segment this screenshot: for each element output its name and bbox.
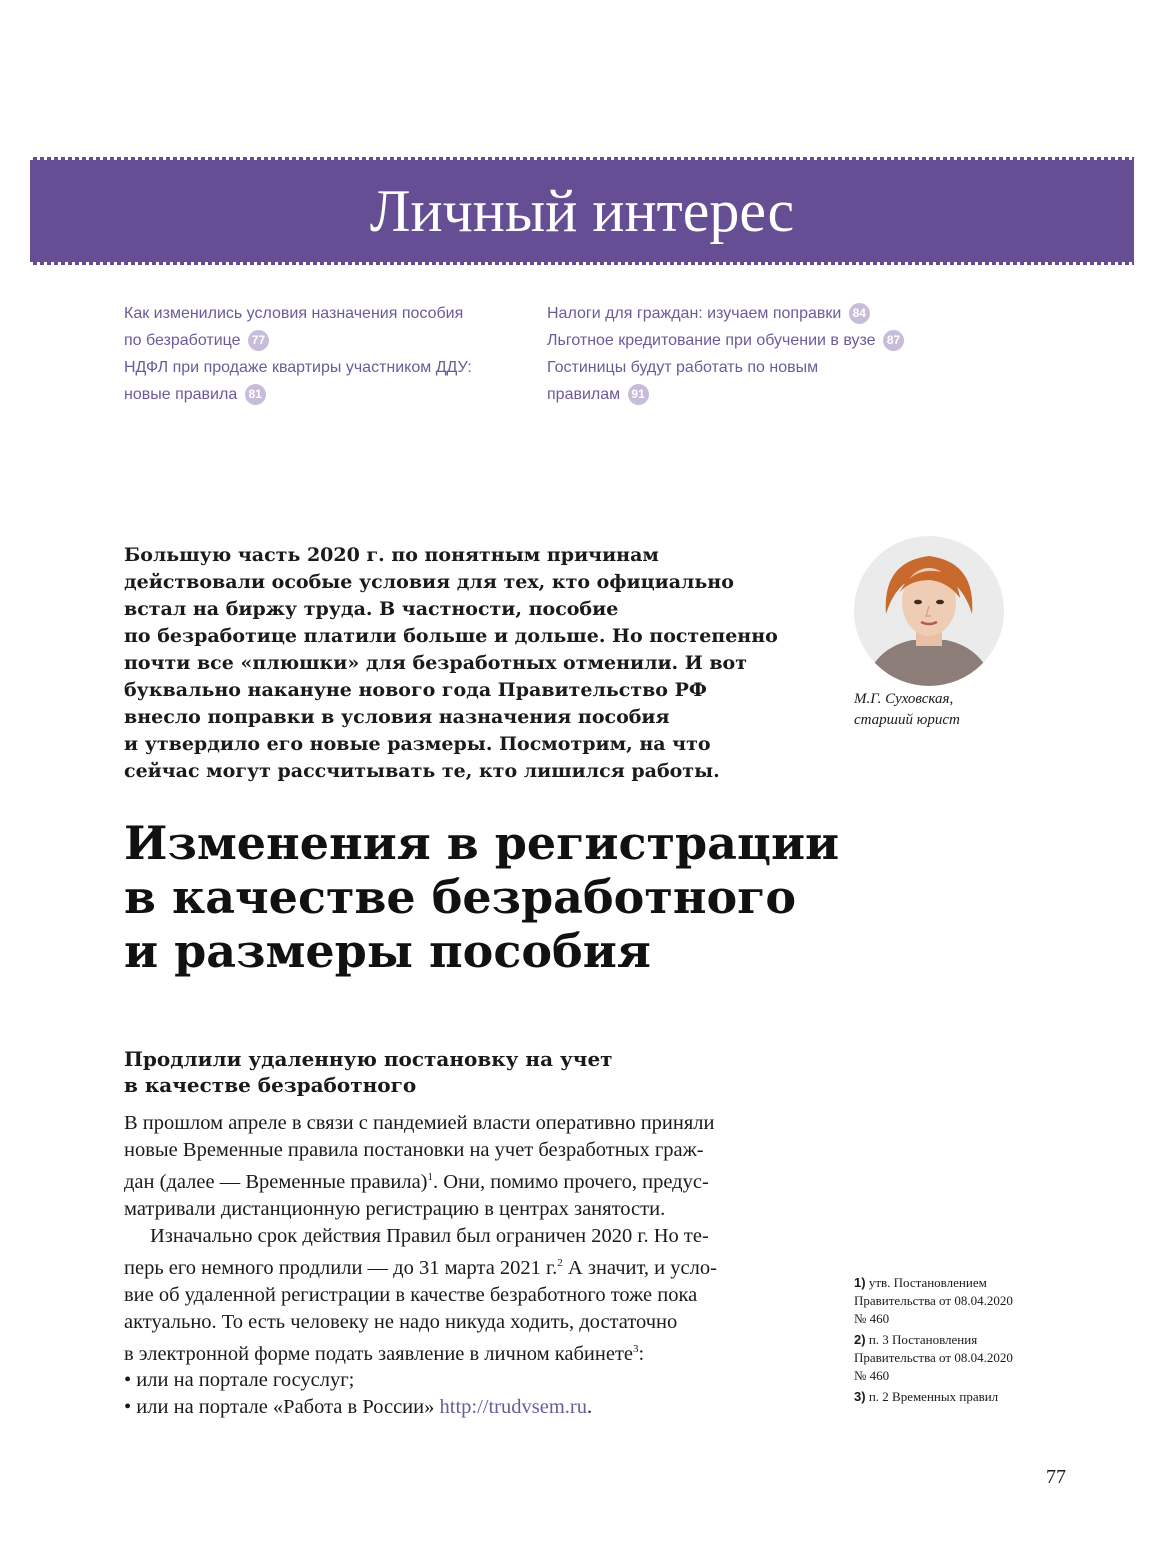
footnote-ref[interactable]: 2 bbox=[557, 1256, 563, 1269]
toc-line: Гостиницы будут работать по новым bbox=[547, 359, 819, 376]
lead-line: и утвердило его новые размеры. Посмотрим, на что bbox=[124, 733, 711, 755]
body-text: А значит, и усло- bbox=[562, 1256, 717, 1279]
body-text: : bbox=[638, 1342, 645, 1365]
body-text: перь его немного продлили — до 31 марта 2021 г. bbox=[124, 1256, 558, 1279]
author-name: М.Г. Суховская, bbox=[854, 691, 954, 707]
body-line: Изначально срок действия Правил был ограничен 2020 г. Но те- bbox=[150, 1224, 709, 1247]
body-line: новые Временные правила постановки на учет безработных граж- bbox=[124, 1139, 704, 1161]
toc-line: новые правила bbox=[124, 386, 238, 403]
body-line: матривали дистанционную регистрацию в центрах занятости. bbox=[124, 1197, 666, 1220]
lead-line: встал на биржу труда. В частности, пособие bbox=[124, 598, 619, 620]
footnote-text: утв. Постановлением bbox=[865, 1275, 987, 1290]
trudvsem-link[interactable]: http://trudvsem.ru bbox=[439, 1396, 587, 1419]
footnote-text: п. 3 Постановления bbox=[865, 1332, 978, 1347]
lead-line: действовали особые условия для тех, кто официально bbox=[124, 571, 734, 593]
page-badge: 77 bbox=[248, 330, 269, 351]
author-role: старший юрист bbox=[854, 712, 960, 728]
body-text: • или на портале «Работа в России» bbox=[124, 1396, 440, 1419]
article-body bbox=[124, 1110, 814, 1421]
body-line bbox=[124, 1164, 814, 1196]
toc-right bbox=[547, 300, 927, 408]
bullet-item: • или на портале госуслуг; bbox=[124, 1369, 355, 1392]
body-text: дан (далее — Временные правила) bbox=[124, 1170, 428, 1193]
toc-line: НДФЛ при продаже квартиры участником ДДУ: bbox=[124, 359, 472, 376]
lead-paragraph bbox=[124, 542, 814, 785]
footnote-line bbox=[854, 1331, 1074, 1349]
lead-line: внесло поправки в условия назначения пособия bbox=[124, 706, 670, 728]
toc-item-hotels[interactable] bbox=[547, 354, 927, 408]
footnote-line bbox=[854, 1274, 1074, 1292]
body-line: В прошлом апреле в связи с пандемией власти оперативно приняли bbox=[124, 1112, 715, 1134]
subhead-line: Продлили удаленную постановку на учет bbox=[124, 1047, 613, 1071]
page-badge: 84 bbox=[849, 303, 870, 324]
subhead-line: в качестве безработного bbox=[124, 1073, 417, 1097]
page-number: 77 bbox=[1046, 1466, 1066, 1488]
section-banner bbox=[30, 157, 1134, 265]
article-headline bbox=[124, 816, 884, 978]
toc-line: по безработице bbox=[124, 332, 241, 349]
page-badge: 81 bbox=[245, 384, 266, 405]
footnote bbox=[854, 1331, 1074, 1385]
body-line: вие об удаленной регистрации в качестве безработного тоже пока bbox=[124, 1283, 698, 1306]
footnote-line bbox=[854, 1388, 1074, 1406]
toc-item-unemployment[interactable] bbox=[124, 300, 504, 354]
toc-line: Налоги для граждан: изучаем поправки bbox=[547, 305, 842, 322]
footnotes bbox=[854, 1274, 1074, 1409]
bullet-item bbox=[124, 1394, 814, 1421]
toc-line: Как изменились условия назначения пособия bbox=[124, 305, 464, 322]
footnote-line: № 460 bbox=[854, 1311, 890, 1326]
footnote-number: 3) bbox=[854, 1389, 866, 1404]
page-badge: 87 bbox=[883, 330, 904, 351]
footnote-number: 2) bbox=[854, 1332, 866, 1347]
toc-left bbox=[124, 300, 504, 408]
body-text: . bbox=[586, 1396, 593, 1419]
toc-line: правилам bbox=[547, 386, 621, 403]
section-title: Личный интерес bbox=[369, 178, 795, 244]
toc-item-ndfl[interactable] bbox=[124, 354, 504, 408]
author-caption bbox=[854, 689, 1054, 731]
footnote-text: п. 2 Временных правил bbox=[865, 1389, 999, 1404]
lead-line: почти все «плюшки» для безработных отменили. И вот bbox=[124, 652, 748, 674]
author-portrait bbox=[854, 536, 1004, 686]
footnote-number: 1) bbox=[854, 1275, 866, 1290]
footnote-line: Правительства от 08.04.2020 bbox=[854, 1293, 1013, 1308]
headline-line: в качестве безработного bbox=[124, 870, 797, 924]
headline-line: и размеры пособия bbox=[124, 924, 651, 978]
body-line bbox=[124, 1250, 814, 1282]
lead-line: сейчас могут рассчитывать те, кто лишился работы. bbox=[124, 760, 720, 782]
footnote-line: № 460 bbox=[854, 1368, 890, 1383]
lead-line: буквально накануне нового года Правительство РФ bbox=[124, 679, 707, 701]
toc-item-credit[interactable] bbox=[547, 327, 927, 354]
footnote-line: Правительства от 08.04.2020 bbox=[854, 1350, 1013, 1365]
footnote-ref[interactable]: 1 bbox=[427, 1171, 433, 1183]
page-badge: 91 bbox=[628, 384, 649, 405]
body-line: актуально. То есть человеку не надо никуда ходить, достаточно bbox=[124, 1310, 678, 1333]
body-line bbox=[124, 1336, 814, 1368]
section-subheading bbox=[124, 1046, 824, 1098]
lead-line: Большую часть 2020 г. по понятным причинам bbox=[124, 544, 659, 566]
lead-line: по безработице платили больше и дольше. Но постепенно bbox=[124, 625, 778, 647]
footnote-ref[interactable]: 3 bbox=[633, 1342, 639, 1355]
toc-item-taxes[interactable] bbox=[547, 300, 927, 327]
headline-line: Изменения в регистрации bbox=[124, 816, 840, 870]
footnote bbox=[854, 1388, 1074, 1406]
toc-line: Льготное кредитование при обучении в вузе bbox=[547, 332, 876, 349]
body-text: в электронной форме подать заявление в личном кабинете bbox=[124, 1342, 634, 1365]
footnote bbox=[854, 1274, 1074, 1328]
body-text: . Они, помимо прочего, предус- bbox=[433, 1170, 709, 1193]
